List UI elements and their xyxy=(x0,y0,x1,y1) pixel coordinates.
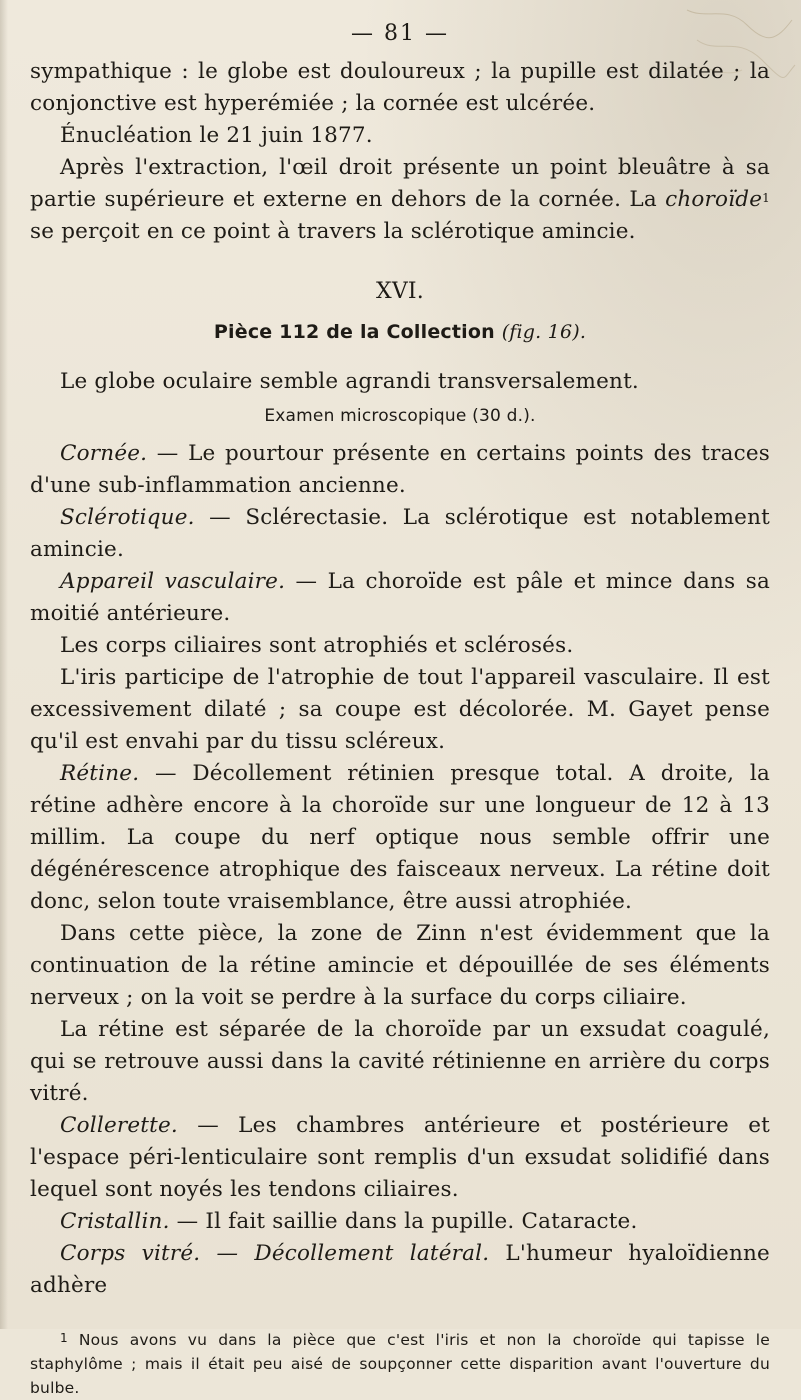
page-text xyxy=(30,18,770,1400)
retine-term: Rétine. xyxy=(60,761,140,786)
globe-sentence: Le globe oculaire semble agrandi transversalement. xyxy=(60,369,639,394)
collerette-paragraph xyxy=(30,1110,770,1206)
corps-ciliaires-paragraph: Les corps ciliaires sont atrophiés et sclérosés. xyxy=(60,633,574,658)
cristallin-text: — Il fait saillie dans la pupille. Cataracte. xyxy=(169,1209,638,1234)
exam-line: Examen microscopique (30 d.). xyxy=(264,406,536,426)
cornee-text: — Le pourtour présente en certains points des traces d'une sub-inflammation ancienne. xyxy=(30,441,770,498)
collerette-term: Collerette. xyxy=(60,1113,178,1138)
iris-paragraph: L'iris participe de l'atrophie de tout l'appareil vasculaire. Il est excessivement dilaté ; sa coupe est décolorée. M. Gayet pense qu'il est envahi par du tissu scléreux. xyxy=(30,665,770,754)
sclerotique-text: — Sclérectasie. La sclérotique est notablement amincie. xyxy=(30,505,770,562)
zinn-paragraph: Dans cette pièce, la zone de Zinn n'est évidemment que la continuation de la rétine amincie et dépouillée de ses éléments nerveux ; on la voit se perdre à la surface du corps ciliaire. xyxy=(30,921,770,1010)
scan-edge-shadow xyxy=(0,0,8,1329)
page-number: — 81 — xyxy=(351,21,449,46)
appareil-term: Appareil vasculaire. xyxy=(60,569,286,594)
footnote xyxy=(30,1328,770,1400)
extraction-text-after: se perçoit en ce point à travers la sclérotique amincie. xyxy=(30,219,636,244)
extraction-paragraph xyxy=(30,152,770,248)
cornee-term: Cornée. xyxy=(60,441,148,466)
retine-text: — Décollement rétinien presque total. A droite, la rétine adhère encore à la choroïde sur une longueur de 12 à 13 millim. La coupe du nerf optique nous semble offrir une dégénérescence atrophique des faisceaux nerveux. La rétine doit donc, selon toute vraisemblance, être aussi atrophiée. xyxy=(30,761,770,914)
intro-paragraph: sympathique : le globe est douloureux ; la pupille est dilatée ; la conjonctive est hyperémiée ; la cornée est ulcérée. xyxy=(30,59,770,116)
piece-title xyxy=(30,316,770,348)
extraction-text-before: Après l'extraction, l'œil droit présente un point bleuâtre à sa partie supérieure et externe en dehors de la cornée. La xyxy=(30,155,770,212)
appareil-paragraph xyxy=(30,566,770,630)
piece-title-text: Pièce 112 de la Collection xyxy=(213,321,495,343)
sclerotique-term: Sclérotique. xyxy=(60,505,195,530)
cristallin-paragraph xyxy=(30,1206,770,1238)
footnote-mark: 1 xyxy=(60,1331,68,1345)
footnote-text: Nous avons vu dans la pièce que c'est l'iris et non la choroïde qui tapisse le staphylôme ; mais il était peu aisé de soupçonner cette disparition avant l'ouverture du bulbe. xyxy=(30,1331,770,1397)
exsudat-paragraph: La rétine est séparée de la choroïde par un exsudat coagulé, qui se retrouve aussi dans la cavité rétinienne en arrière du corps vitré. xyxy=(30,1017,770,1106)
appareil-text: — La choroïde est pâle et mince dans sa moitié antérieure. xyxy=(30,569,770,626)
footnote-ref: 1 xyxy=(762,191,770,205)
collerette-text: — Les chambres antérieure et postérieure et l'espace péri-lenticulaire sont remplis d'un exsudat solidifié dans lequel sont noyés les tendons ciliaires. xyxy=(30,1113,770,1202)
corps-vitre-paragraph xyxy=(30,1238,770,1302)
cornee-paragraph xyxy=(30,438,770,502)
cristallin-term: Cristallin. xyxy=(60,1209,170,1234)
choroide-term: choroïde xyxy=(665,187,763,212)
retine-paragraph xyxy=(30,758,770,918)
figure-reference: (fig. 16). xyxy=(501,321,587,343)
enucleation-date: Énucléation le 21 juin 1877. xyxy=(60,123,373,148)
section-numeral: XVI. xyxy=(375,279,425,304)
corps-vitre-text: L'humeur hyaloïdienne adhère xyxy=(30,1241,770,1298)
sclerotique-paragraph xyxy=(30,502,770,566)
corps-vitre-term: Corps vitré. — Décollement latéral. xyxy=(60,1241,490,1266)
